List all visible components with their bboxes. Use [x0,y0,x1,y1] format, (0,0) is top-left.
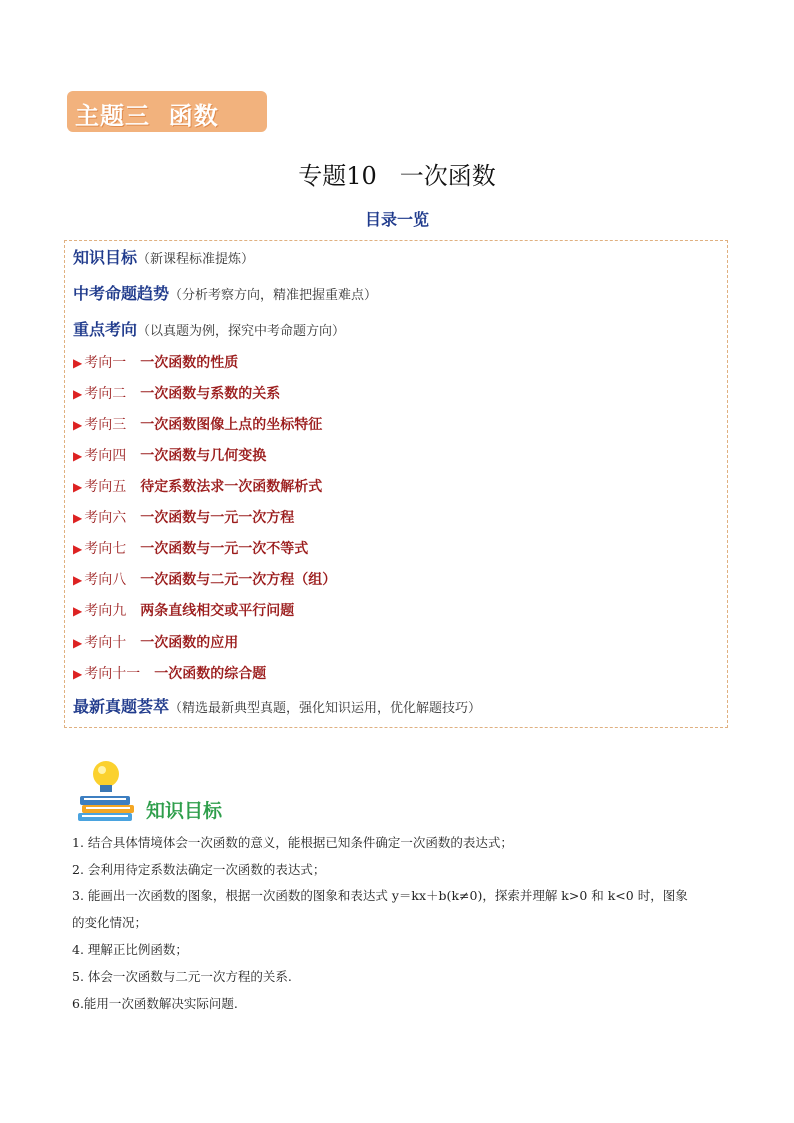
direction-label: 考向四 [84,448,127,464]
direction-label: 考向一 [84,355,127,371]
triangle-right-icon: ▶ [73,387,83,401]
lightbulb-books-icon [78,758,138,822]
triangle-right-icon: ▶ [73,356,83,370]
toc-heading: 目录一览 [364,210,429,229]
table-of-contents [64,240,728,728]
toc-section-trend[interactable] [73,281,377,304]
toc-direction-item[interactable] [73,600,294,620]
knowledge-section-title: 知识目标 [146,800,223,822]
direction-label: 考向二 [84,386,127,402]
triangle-right-icon: ▶ [73,542,83,556]
toc-section-knowledge[interactable] [73,245,254,268]
triangle-right-icon: ▶ [73,449,83,463]
direction-text: 一次函数与一元一次不等式 [140,541,309,557]
page-title: 专题10 一次函数 [298,162,496,190]
triangle-right-icon: ▶ [73,636,83,650]
direction-text: 一次函数与几何变换 [140,448,267,464]
triangle-right-icon: ▶ [73,667,83,681]
triangle-right-icon: ▶ [73,604,83,618]
triangle-right-icon: ▶ [73,480,83,494]
topic-badge [67,91,267,132]
objective-item: 4. 理解正比例函数； [72,942,188,957]
toc-direction-item[interactable] [73,352,238,372]
toc-direction-item[interactable] [73,445,266,465]
direction-text: 两条直线相交或平行问题 [140,603,295,619]
direction-label: 考向十一 [84,666,141,682]
toc-section-note: （以真题为例，探究中考命题方向） [137,324,346,339]
toc-section-title: 最新真题荟萃 [73,697,170,716]
toc-direction-item[interactable] [73,383,280,403]
objective-item: 3. 能画出一次函数的图象，根据一次函数的图象和表达式 y＝kx＋b(k≠0)，探索并理解 k>0 和 k<0 时，图象 [72,888,688,903]
direction-label: 考向九 [84,603,127,619]
direction-text: 一次函数与系数的关系 [140,386,281,402]
direction-text: 一次函数与一元一次方程 [140,510,295,526]
direction-label: 考向十 [84,635,127,651]
toc-direction-item[interactable] [73,538,308,558]
direction-label: 考向三 [84,417,127,433]
toc-direction-item[interactable] [73,663,266,683]
toc-section-title: 知识目标 [73,248,138,267]
direction-label: 考向五 [84,479,127,495]
topic-badge-label: 主题三 函数 [75,102,219,130]
direction-text: 一次函数图像上点的坐标特征 [140,417,323,433]
triangle-right-icon: ▶ [73,573,83,587]
toc-direction-item[interactable] [73,632,238,652]
direction-text: 待定系数法求一次函数解析式 [140,479,323,495]
direction-label: 考向六 [84,510,127,526]
toc-section-note: （精选最新典型真题，强化知识运用，优化解题技巧） [169,701,482,716]
direction-text: 一次函数的性质 [140,355,239,371]
toc-direction-item[interactable] [73,569,336,589]
direction-label: 考向七 [84,541,127,557]
objective-item: 1. 结合具体情境体会一次函数的意义，能根据已知条件确定一次函数的表达式； [72,835,513,850]
objective-item: 2. 会利用待定系数法确定一次函数的表达式； [72,862,326,877]
direction-label: 考向八 [84,572,127,588]
objective-item: 5. 体会一次函数与二元一次方程的关系. [72,969,292,984]
direction-text: 一次函数的应用 [140,635,239,651]
toc-direction-item[interactable] [73,476,322,496]
toc-direction-item[interactable] [73,507,294,527]
objective-item: 6.能用一次函数解决实际问题. [72,996,238,1011]
direction-text: 一次函数与二元一次方程（组） [140,572,337,588]
toc-section-latest[interactable] [73,694,481,717]
triangle-right-icon: ▶ [73,511,83,525]
toc-section-note: （新课程标准提炼） [137,252,255,267]
objective-item: 的变化情况； [72,915,148,930]
toc-section-key-directions[interactable] [73,317,345,340]
toc-section-title: 中考命题趋势 [73,284,170,303]
direction-text: 一次函数的综合题 [154,666,267,682]
toc-section-note: （分析考察方向，精准把握重难点） [169,288,378,303]
triangle-right-icon: ▶ [73,418,83,432]
toc-direction-item[interactable] [73,414,322,434]
toc-section-title: 重点考向 [73,320,138,339]
